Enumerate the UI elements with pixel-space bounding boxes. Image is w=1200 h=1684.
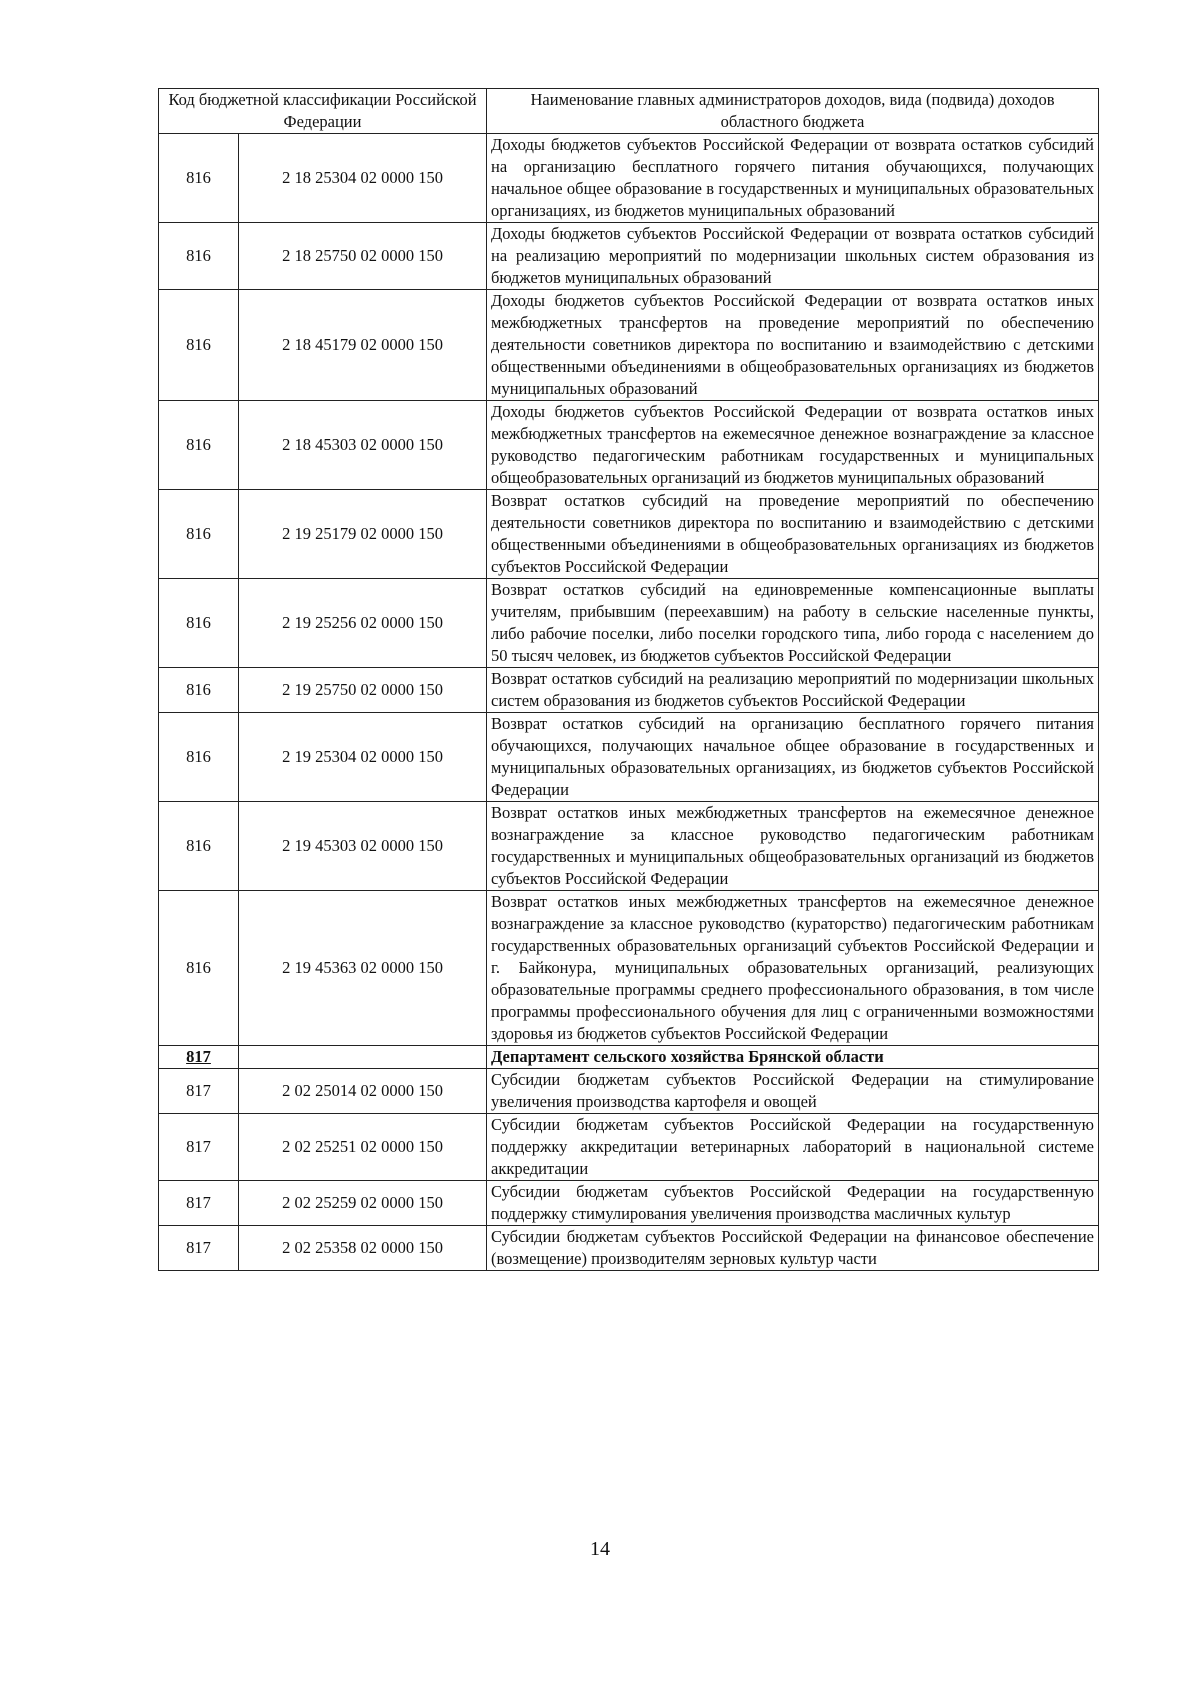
admin-code-cell: 817 [159,1046,239,1069]
table-row [159,1226,1099,1271]
table-row [159,802,1099,891]
income-name-cell: Возврат остатков иных межбюджетных трансфертов на ежемесячное денежное вознаграждение за классное руководство (кураторство) педагогическим работникам государственных образовательных организаций субъектов Российской Федерации и г. Байконура, муниципальных образовательных организаций, реализующих образовательные программы среднего профессионального образования, в том числе программы профессионального обучения для лиц с ограниченными возможностями здоровья из бюджетов субъектов Российской Федерации [487,891,1099,1046]
table-row [159,490,1099,579]
income-code-cell: 2 19 25304 02 0000 150 [239,713,487,802]
header-code-group: Код бюджетной классификации Российской Федерации [159,89,487,134]
admin-code-cell: 816 [159,290,239,401]
section-header-row [159,1046,1099,1069]
admin-code-cell: 816 [159,490,239,579]
table-row [159,1181,1099,1226]
table-row [159,134,1099,223]
income-code-cell: 2 18 45179 02 0000 150 [239,290,487,401]
admin-code-cell: 817 [159,1069,239,1114]
table-row [159,1114,1099,1181]
admin-code-cell: 816 [159,223,239,290]
income-name-cell: Департамент сельского хозяйства Брянской области [487,1046,1099,1069]
table-row [159,579,1099,668]
table-row [159,713,1099,802]
income-code-cell: 2 19 25256 02 0000 150 [239,579,487,668]
income-name-cell: Субсидии бюджетам субъектов Российской Федерации на государственную поддержку аккредитации ветеринарных лабораторий в национальной системе аккредитации [487,1114,1099,1181]
income-name-cell: Доходы бюджетов субъектов Российской Федерации от возврата остатков иных межбюджетных трансфертов на ежемесячное денежное вознаграждение за классное руководство педагогическим работникам государственных и муниципальных общеобразовательных организаций из бюджетов муниципальных образований [487,401,1099,490]
table-row [159,891,1099,1046]
admin-code-cell: 817 [159,1114,239,1181]
income-code-cell: 2 02 25251 02 0000 150 [239,1114,487,1181]
income-name-cell: Субсидии бюджетам субъектов Российской Федерации на государственную поддержку стимулирования увеличения производства масличных культур [487,1181,1099,1226]
income-code-cell: 2 19 45303 02 0000 150 [239,802,487,891]
income-code-cell: 2 18 45303 02 0000 150 [239,401,487,490]
page-number: 14 [590,1538,610,1560]
admin-code-cell: 817 [159,1226,239,1271]
admin-code-cell: 817 [159,1181,239,1226]
admin-code-cell: 816 [159,401,239,490]
income-code-cell: 2 02 25014 02 0000 150 [239,1069,487,1114]
table-row [159,1069,1099,1114]
table-body [159,134,1099,1271]
income-code-cell: 2 18 25750 02 0000 150 [239,223,487,290]
income-name-cell: Возврат остатков субсидий на организацию бесплатного горячего питания обучающихся, получающих начальное общее образование в государственных и муниципальных образовательных организациях, из бюджетов субъектов Российской Федерации [487,713,1099,802]
income-name-cell: Доходы бюджетов субъектов Российской Федерации от возврата остатков иных межбюджетных трансфертов на проведение мероприятий по обеспечению деятельности советников директора по воспитанию и взаимодействию с детскими общественными объединениями в общеобразовательных организациях из бюджетов муниципальных образований [487,290,1099,401]
income-code-cell: 2 18 25304 02 0000 150 [239,134,487,223]
table-header-row [159,89,1099,134]
admin-code-cell: 816 [159,579,239,668]
income-name-cell: Доходы бюджетов субъектов Российской Федерации от возврата остатков субсидий на организацию бесплатного горячего питания обучающихся, получающих начальное общее образование в государственных и муниципальных образовательных организациях, из бюджетов муниципальных образований [487,134,1099,223]
income-code-cell: 2 19 25179 02 0000 150 [239,490,487,579]
table-row [159,668,1099,713]
income-name-cell: Возврат остатков субсидий на реализацию мероприятий по модернизации школьных систем образования из бюджетов субъектов Российской Федерации [487,668,1099,713]
admin-code-cell: 816 [159,668,239,713]
income-code-cell: 2 02 25259 02 0000 150 [239,1181,487,1226]
header-name: Наименование главных администраторов доходов, вида (подвида) доходов областного бюджета [487,89,1099,134]
admin-code-cell: 816 [159,802,239,891]
income-name-cell: Возврат остатков иных межбюджетных трансфертов на ежемесячное денежное вознаграждение за классное руководство педагогическим работникам государственных и муниципальных общеобразовательных организаций из бюджетов субъектов Российской Федерации [487,802,1099,891]
table-row [159,401,1099,490]
income-name-cell: Возврат остатков субсидий на единовременные компенсационные выплаты учителям, прибывшим (переехавшим) на работу в сельские населенные пункты, либо рабочие поселки, либо поселки городского типа, либо города с населением до 50 тысяч человек, из бюджетов субъектов Российской Федерации [487,579,1099,668]
income-code-cell: 2 19 25750 02 0000 150 [239,668,487,713]
income-name-cell: Доходы бюджетов субъектов Российской Федерации от возврата остатков субсидий на реализацию мероприятий по модернизации школьных систем образования из бюджетов муниципальных образований [487,223,1099,290]
income-code-cell: 2 19 45363 02 0000 150 [239,891,487,1046]
income-name-cell: Субсидии бюджетам субъектов Российской Федерации на стимулирование увеличения производства картофеля и овощей [487,1069,1099,1114]
income-name-cell: Возврат остатков субсидий на проведение мероприятий по обеспечению деятельности советников директора по воспитанию и взаимодействию с детскими общественными объединениями в общеобразовательных организациях из бюджетов субъектов Российской Федерации [487,490,1099,579]
admin-code-cell: 816 [159,713,239,802]
budget-classification-table [158,88,1099,1271]
income-code-cell [239,1046,487,1069]
admin-code-cell: 816 [159,891,239,1046]
table-row [159,290,1099,401]
admin-code-cell: 816 [159,134,239,223]
income-code-cell: 2 02 25358 02 0000 150 [239,1226,487,1271]
income-name-cell: Субсидии бюджетам субъектов Российской Федерации на финансовое обеспечение (возмещение) производителям зерновых культур части [487,1226,1099,1271]
table-row [159,223,1099,290]
